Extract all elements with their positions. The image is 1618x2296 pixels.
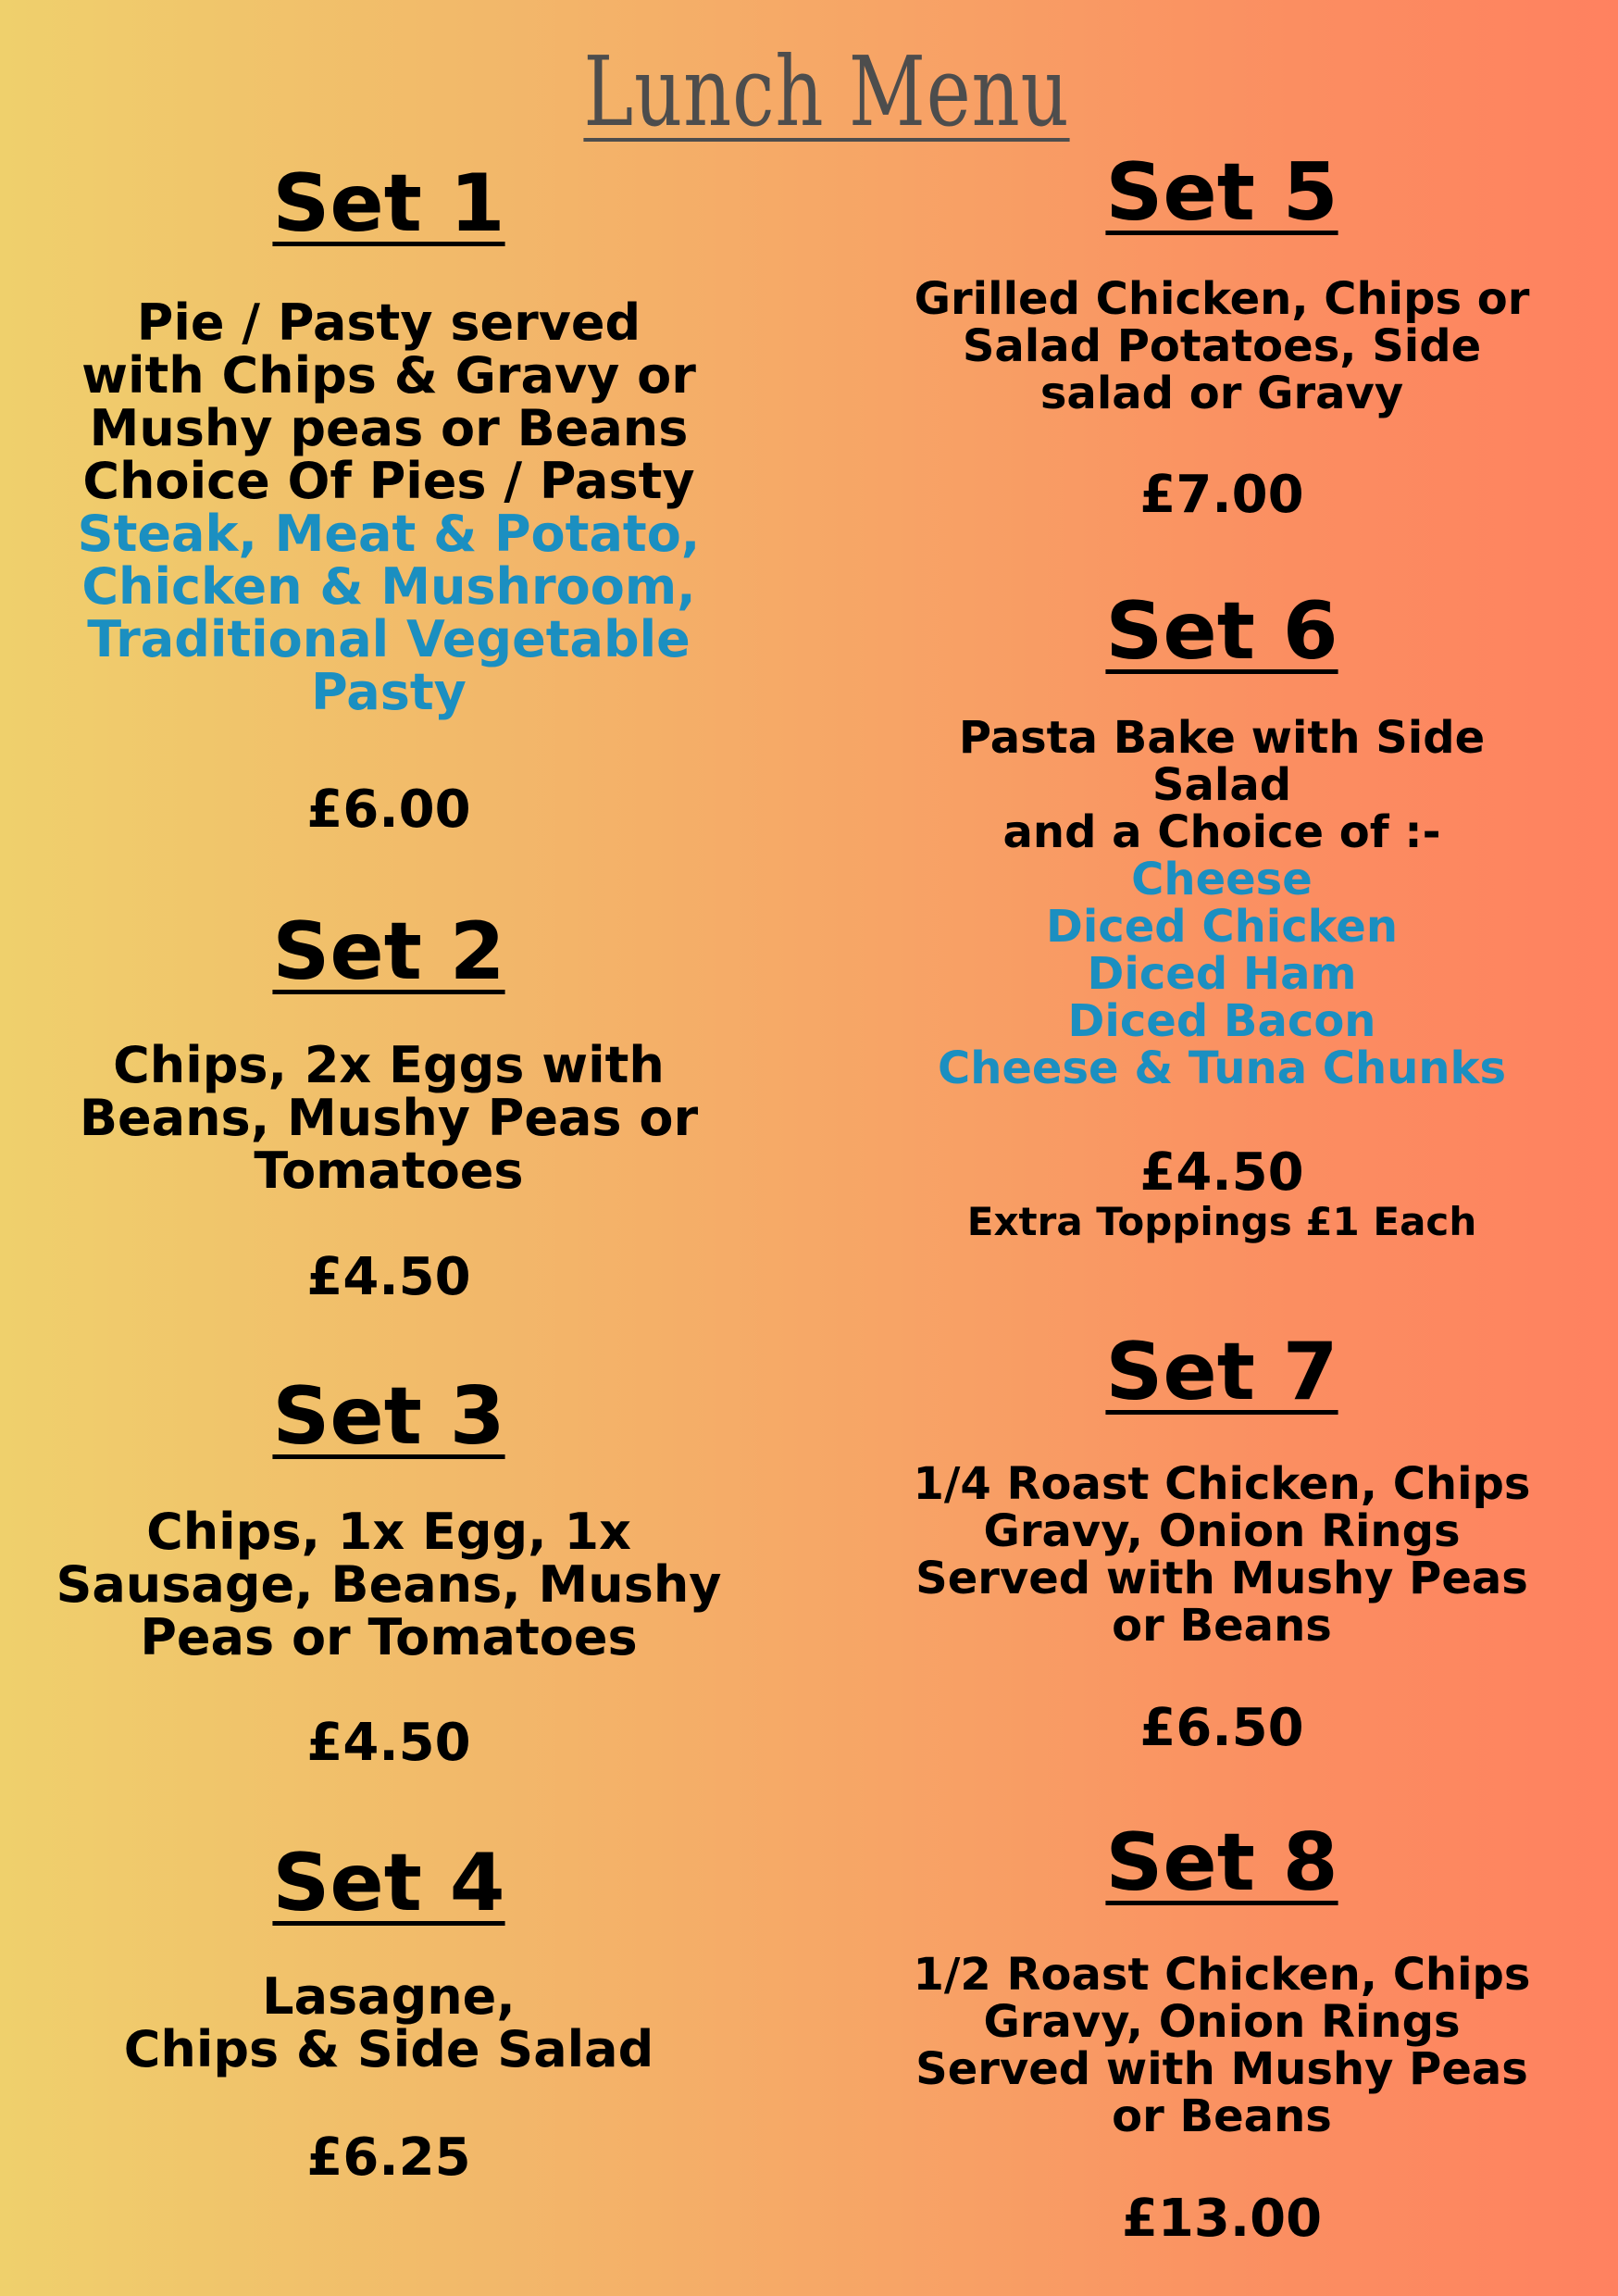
set-price: £13.00: [1121, 2189, 1323, 2249]
set-card: [889, 1816, 1555, 1909]
set-title: Set 7: [1105, 1326, 1338, 1418]
set-price: £4.50: [306, 1247, 471, 1307]
set-title: Set 4: [272, 1837, 505, 1929]
set-card: [37, 1370, 741, 1463]
set-title: Set 2: [272, 905, 505, 998]
set-description: Chips, 2x Eggs with Beans, Mushy Peas or Tomatoes: [79, 1036, 699, 1200]
set-price: £6.25: [306, 2128, 471, 2188]
set-price: £4.50: [306, 1713, 471, 1773]
set-description: Chips, 1x Egg, 1x Sausage, Beans, Mushy Peas or Tomatoes: [56, 1503, 722, 1666]
option-item: Cheese & Tuna Chunks: [937, 1042, 1507, 1094]
set-description: Lasagne, Chips & Side Salad: [123, 1967, 654, 2078]
option-item: Chicken & Mushroom,: [81, 557, 696, 616]
option-item: Cheese: [1131, 854, 1313, 905]
set-price: £6.50: [1139, 1698, 1304, 1758]
option-item: Traditional Vegetable: [87, 610, 691, 668]
set-card: [889, 1326, 1555, 1418]
set-price: £4.50: [1139, 1142, 1304, 1203]
set-card: [37, 1837, 741, 1929]
set-title: Set 3: [272, 1370, 505, 1463]
option-item: Diced Chicken: [1045, 901, 1399, 953]
set-description: Pasta Bake with Side Salad and a Choice of :- Cheese Diced Chicken Diced Ham Diced Bacon Cheese & Tuna Chunks: [889, 715, 1555, 1092]
set-description: 1/2 Roast Chicken, Chips Gravy, Onion Rings Served with Mushy Peas or Beans: [913, 1949, 1531, 2142]
set-title: Set 8: [1105, 1816, 1338, 1909]
set-title: Set 1: [272, 157, 505, 250]
set-price: £6.00: [306, 780, 471, 840]
option-item: Diced Bacon: [1067, 995, 1376, 1047]
set-description: 1/4 Roast Chicken, Chips Gravy, Onion Rings Served with Mushy Peas or Beans: [913, 1458, 1531, 1652]
set-description: Grilled Chicken, Chips or Salad Potatoes, Side salad or Gravy: [914, 273, 1530, 419]
set-note: Extra Toppings £1 Each: [966, 1199, 1477, 1244]
set-description: Pie / Pasty served with Chips & Gravy or Mushy peas or Beans Choice Of Pies / Pasty Steak, Meat & Potato, Chicken & Mushroom, Traditional Vegetable Pasty: [37, 296, 741, 718]
set-card: [37, 157, 741, 250]
set-card: [37, 905, 741, 998]
option-item: Steak, Meat & Potato,: [77, 505, 701, 563]
set-price: £7.00: [1139, 465, 1304, 525]
option-item: Pasty: [311, 663, 467, 721]
set-card: [889, 585, 1555, 678]
page-title: Lunch Menu: [583, 35, 1070, 148]
set-title: Set 6: [1105, 585, 1338, 678]
set-card: [889, 146, 1555, 239]
option-item: Diced Ham: [1087, 948, 1357, 1000]
set-title: Set 5: [1105, 146, 1338, 239]
